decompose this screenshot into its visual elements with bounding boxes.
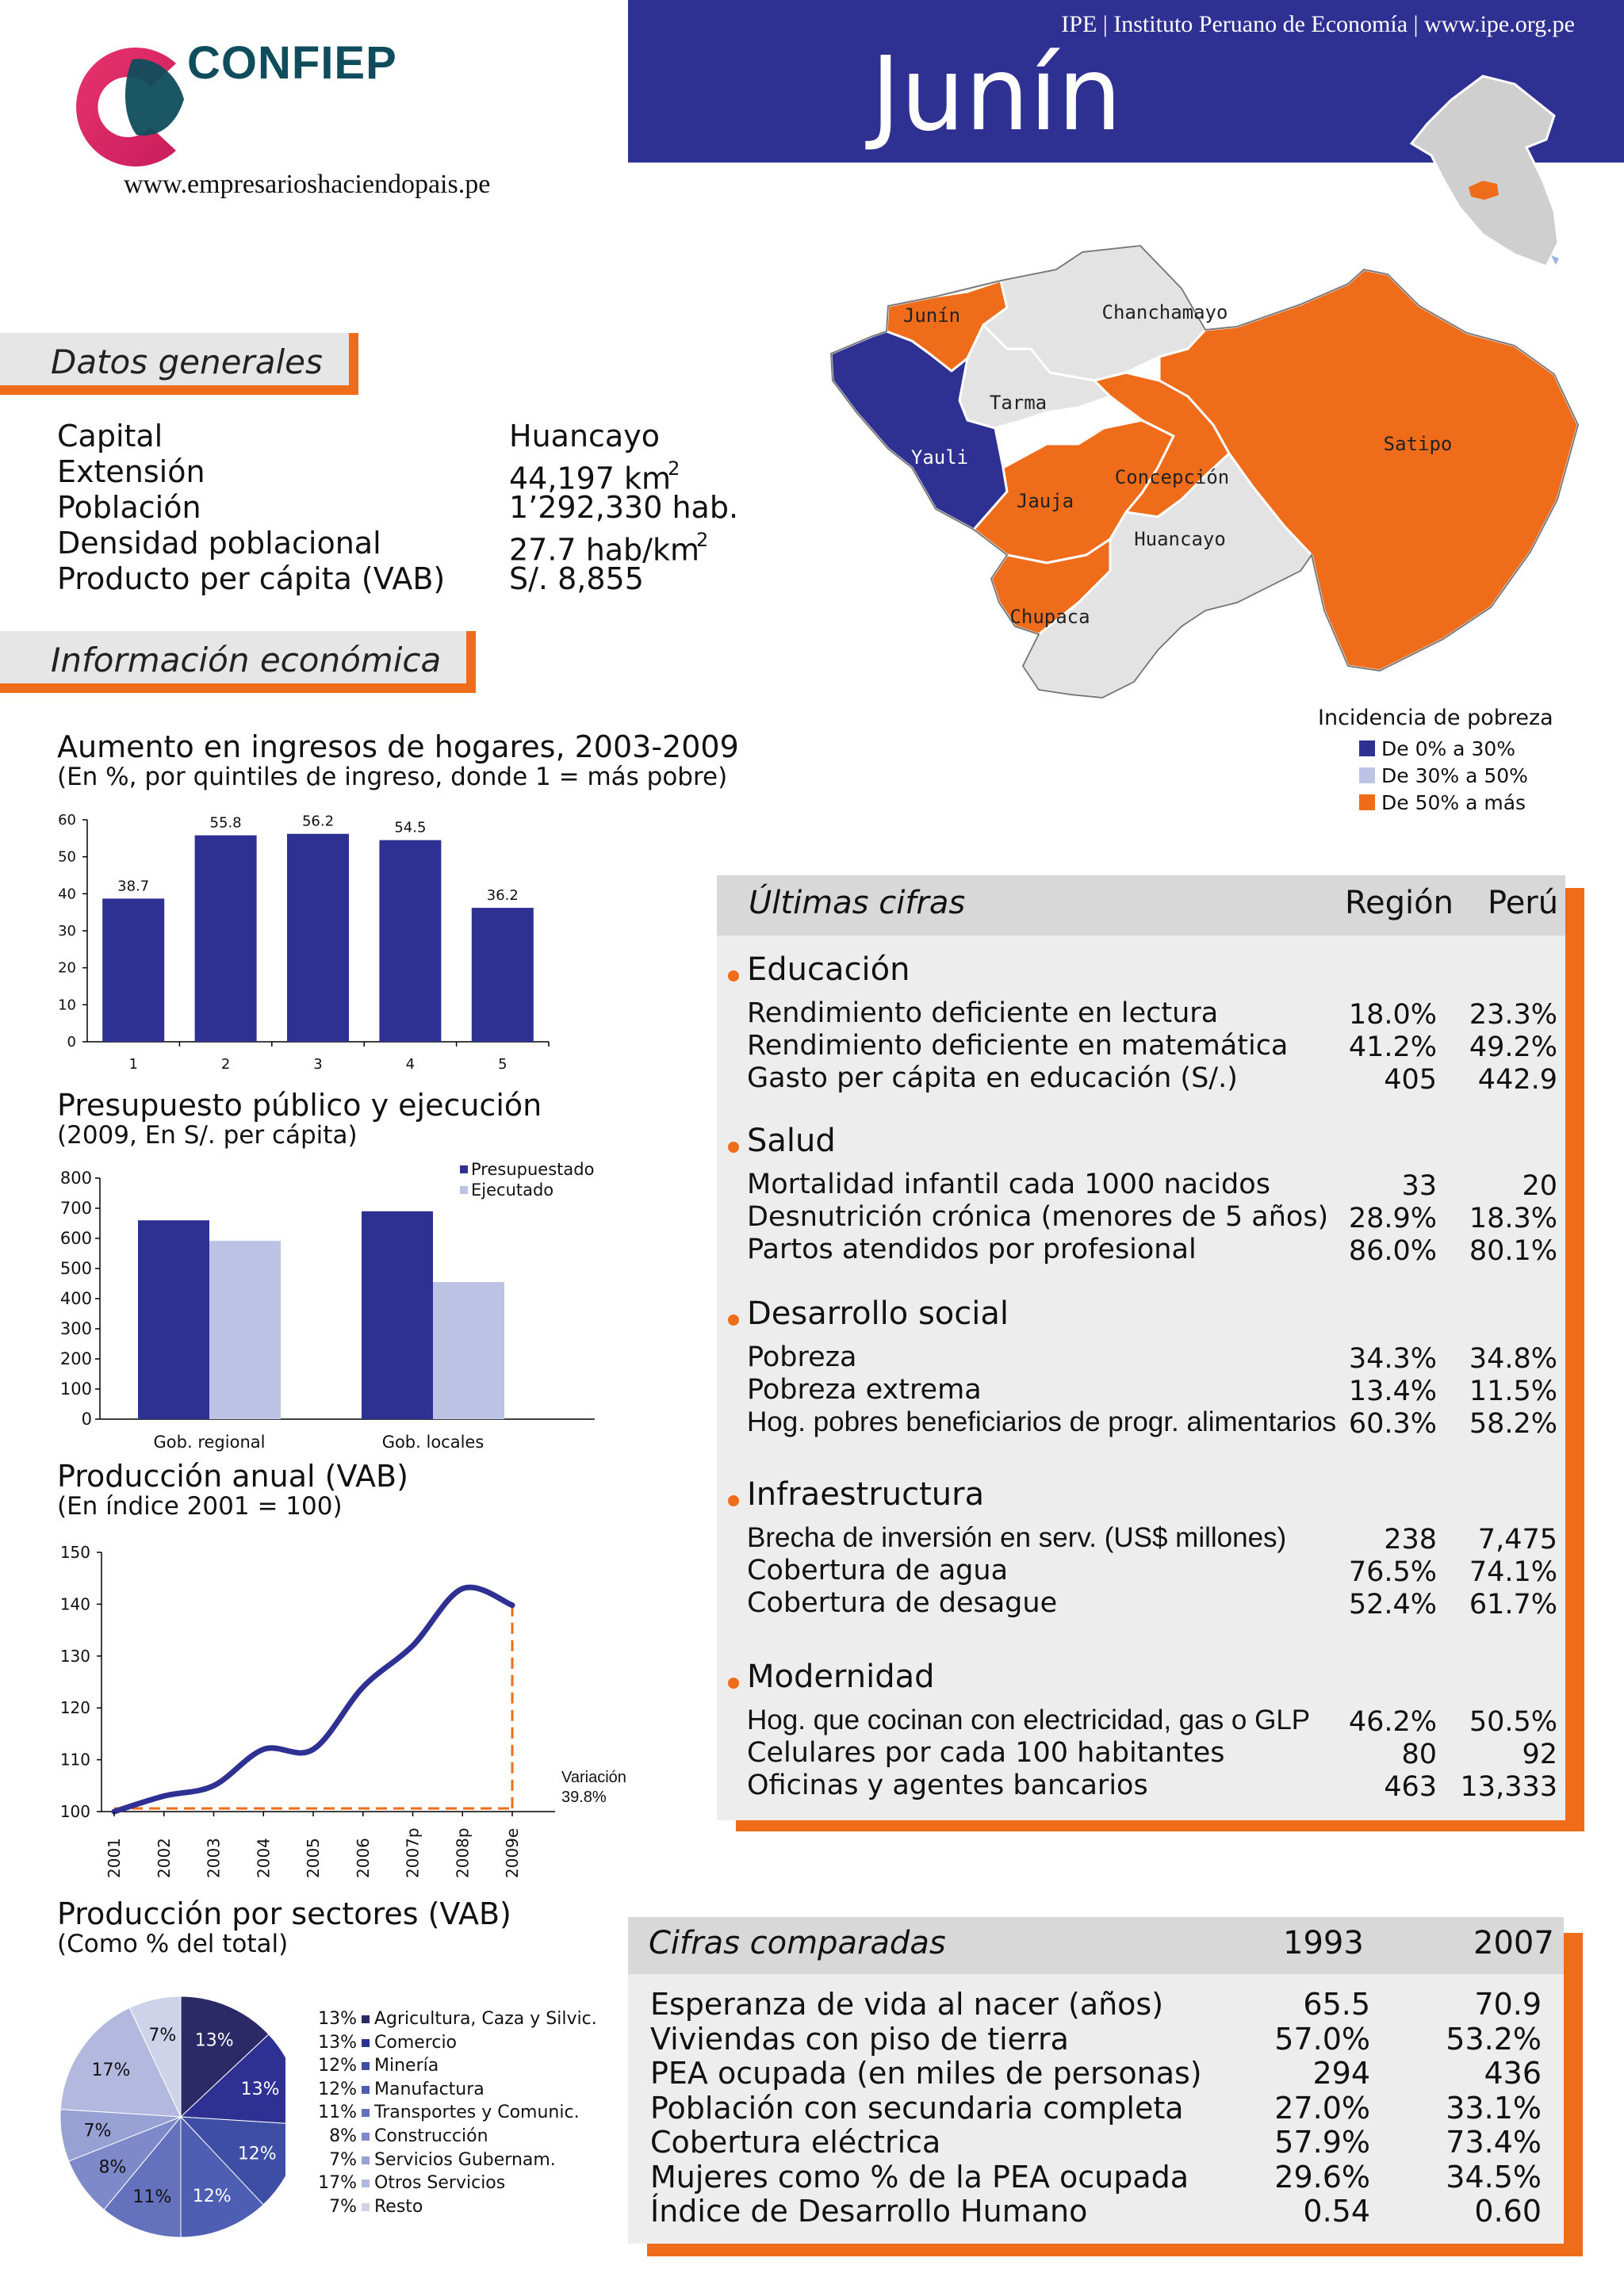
col-2007-header: 2007 bbox=[1473, 1925, 1554, 1961]
bar-data-label: 56.2 bbox=[301, 813, 335, 830]
category-bullet-icon bbox=[728, 1495, 739, 1506]
province-label: Satipo bbox=[1383, 433, 1453, 455]
indicator-region: 463 bbox=[1384, 1771, 1437, 1803]
y-tick-label: 40 bbox=[58, 886, 76, 903]
indicator-region: 76.5% bbox=[1348, 1556, 1437, 1588]
pie-slice-label: 7% bbox=[148, 2026, 177, 2046]
pie-legend-row bbox=[309, 2080, 642, 2103]
income-growth-chart bbox=[48, 801, 571, 1086]
indicator-label: Hog. pobres beneficiarios de progr. alimentarios bbox=[747, 1406, 1337, 1437]
datos-label: Densidad poblacional bbox=[57, 526, 381, 561]
map-legend-label: De 0% a 30% bbox=[1381, 737, 1516, 760]
province-label: Tarma bbox=[989, 392, 1048, 414]
datos-value: 1’292,330 hab. bbox=[509, 490, 739, 525]
info-economica-title: Información económica bbox=[51, 641, 442, 679]
region-title: Junín bbox=[871, 36, 1122, 154]
y-tick-label: 20 bbox=[58, 959, 76, 977]
pie-legend-pct: 7% bbox=[329, 2149, 357, 2170]
datos-generales-header bbox=[0, 333, 358, 395]
indicator-peru: 11.5% bbox=[1469, 1376, 1557, 1407]
pie-legend-row bbox=[309, 2009, 642, 2033]
y-tick-label: 120 bbox=[59, 1698, 90, 1718]
pie-legend-row bbox=[309, 2126, 642, 2150]
pie-slice-label: 12% bbox=[192, 2186, 232, 2206]
province-label: Chanchamayo bbox=[1101, 301, 1228, 323]
category-title: Desarrollo social bbox=[747, 1295, 1009, 1332]
datos-row bbox=[57, 561, 771, 597]
indicator-region: 238 bbox=[1384, 1524, 1437, 1556]
ipe-line: IPE | Instituto Peruano de Economía | www.ipe.org.pe bbox=[1061, 11, 1575, 37]
map-legend-label: De 30% a 50% bbox=[1381, 764, 1528, 787]
comparison-label: Esperanza de vida al nacer (años) bbox=[650, 1987, 1164, 2022]
category-bullet-icon bbox=[728, 1142, 739, 1153]
pie-legend-swatch bbox=[362, 2179, 370, 2187]
chart1-subtitle: (En %, por quintiles de ingreso, donde 1 = más pobre) bbox=[57, 763, 728, 791]
pie-slice-label: 13% bbox=[240, 2079, 280, 2099]
y-tick-label: 700 bbox=[59, 1199, 92, 1218]
ultimas-cifras-title: Últimas cifras bbox=[749, 885, 966, 921]
y-tick-label: 110 bbox=[59, 1750, 90, 1770]
datos-row bbox=[57, 526, 771, 568]
pie-legend-pct: 7% bbox=[329, 2196, 357, 2217]
comparison-label: Cobertura eléctrica bbox=[650, 2125, 941, 2160]
y-tick-label: 60 bbox=[58, 812, 76, 828]
col-peru-header: Perú bbox=[1488, 885, 1559, 921]
indicator-label: Desnutrición crónica (menores de 5 años) bbox=[747, 1201, 1329, 1233]
comparison-1993: 29.6% bbox=[1274, 2159, 1370, 2195]
comparison-2007: 436 bbox=[1484, 2056, 1542, 2091]
indicator-region: 405 bbox=[1384, 1064, 1437, 1096]
x-tick-label: 3 bbox=[313, 1056, 323, 1073]
chart2-title: Presupuesto público y ejecución bbox=[57, 1088, 542, 1123]
comparison-row bbox=[628, 1987, 1564, 2021]
confiep-logo bbox=[57, 32, 192, 166]
indicator-region: 41.2% bbox=[1348, 1031, 1437, 1063]
y-tick-label: 400 bbox=[59, 1289, 92, 1308]
chart3-title: Producción anual (VAB) bbox=[57, 1459, 408, 1494]
datos-label: Extensión bbox=[57, 454, 205, 489]
datos-value: Huancayo bbox=[509, 419, 660, 453]
pie-slice-label: 7% bbox=[83, 2121, 112, 2141]
indicator-label: Cobertura de agua bbox=[747, 1555, 1009, 1586]
x-tick-label: 2006 bbox=[353, 1838, 373, 1878]
bar-presupuestado-1 bbox=[362, 1211, 433, 1419]
pie-legend-pct: 12% bbox=[318, 2079, 357, 2099]
indicator-peru: 18.3% bbox=[1469, 1203, 1557, 1234]
comparison-2007: 33.1% bbox=[1446, 2090, 1542, 2126]
datos-row bbox=[57, 454, 771, 496]
x-tick-label: 5 bbox=[498, 1056, 508, 1073]
datos-label: Producto per cápita (VAB) bbox=[57, 561, 446, 596]
col-1993-header: 1993 bbox=[1283, 1925, 1364, 1961]
datos-label: Capital bbox=[57, 419, 163, 453]
x-tick-label: 2002 bbox=[154, 1838, 174, 1878]
pie-legend-row bbox=[309, 2103, 642, 2126]
indicator-region: 33 bbox=[1401, 1170, 1437, 1202]
datos-value-sup: 2 bbox=[696, 529, 709, 551]
province-label: Yauli bbox=[910, 446, 969, 469]
y-tick-label: 0 bbox=[81, 1410, 92, 1429]
datos-row bbox=[57, 490, 771, 526]
x-tick-label: 2005 bbox=[304, 1838, 323, 1878]
pie-legend-name: Transportes y Comunic. bbox=[374, 2103, 580, 2123]
pie-legend-row bbox=[309, 2056, 642, 2080]
comparison-2007: 73.4% bbox=[1446, 2125, 1542, 2160]
indicator-label: Gasto per cápita en educación (S/.) bbox=[747, 1062, 1238, 1094]
bar-q2 bbox=[195, 836, 257, 1042]
comparison-1993: 57.9% bbox=[1274, 2125, 1370, 2160]
y-tick-label: 50 bbox=[58, 848, 76, 866]
category-title: Modernidad bbox=[747, 1659, 935, 1695]
indicator-label: Cobertura de desague bbox=[747, 1587, 1058, 1619]
category-title: Salud bbox=[747, 1123, 836, 1159]
category-bullet-icon bbox=[728, 1678, 739, 1689]
pie-slice-label: 11% bbox=[132, 2187, 172, 2208]
pie-legend-row bbox=[309, 2150, 642, 2174]
pie-slice-label: 17% bbox=[91, 2061, 131, 2081]
org-name: CONFIEP bbox=[187, 37, 397, 89]
bar-data-label: 36.2 bbox=[486, 887, 519, 905]
indicator-peru: 74.1% bbox=[1469, 1556, 1557, 1588]
indicator-peru: 80.1% bbox=[1469, 1235, 1557, 1267]
pie-legend-swatch bbox=[362, 2015, 370, 2023]
category-title: Educación bbox=[747, 951, 910, 988]
pie-legend-swatch bbox=[362, 2156, 370, 2164]
production-index-chart bbox=[48, 1538, 650, 1887]
website-link[interactable]: www.empresarioshaciendopais.pe bbox=[124, 170, 491, 199]
comparison-1993: 27.0% bbox=[1274, 2090, 1370, 2126]
indicator-region: 46.2% bbox=[1348, 1706, 1437, 1738]
comparison-1993: 0.54 bbox=[1303, 2194, 1370, 2229]
indicator-peru: 442.9 bbox=[1477, 1064, 1557, 1096]
datos-row bbox=[57, 419, 771, 454]
variation-value: 39.8% bbox=[561, 1789, 607, 1806]
indicator-region: 86.0% bbox=[1348, 1235, 1437, 1267]
comparison-label: PEA ocupada (en miles de personas) bbox=[650, 2056, 1202, 2091]
y-tick-label: 30 bbox=[58, 923, 76, 939]
bar-data-label: 54.5 bbox=[394, 819, 427, 836]
comparison-label: Mujeres como % de la PEA ocupada bbox=[650, 2159, 1189, 2195]
datos-value: S/. 8,855 bbox=[509, 561, 644, 596]
province-label: Chupaca bbox=[1009, 606, 1090, 628]
category-bullet-icon bbox=[728, 970, 739, 982]
y-tick-label: 300 bbox=[59, 1319, 92, 1338]
x-tick-label: 2001 bbox=[105, 1838, 124, 1878]
category-block bbox=[717, 1294, 1565, 1468]
comparison-row bbox=[628, 2056, 1564, 2090]
comparison-2007: 34.5% bbox=[1446, 2159, 1542, 2195]
chart3-subtitle: (En índice 2001 = 100) bbox=[57, 1492, 343, 1521]
pie-legend-name: Comercio bbox=[374, 2032, 458, 2053]
indicator-label: Rendimiento deficiente en matemática bbox=[747, 1030, 1289, 1062]
pie-legend-name: Otros Servicios bbox=[374, 2173, 506, 2194]
comparison-1993: 294 bbox=[1312, 2056, 1370, 2091]
category-block bbox=[717, 1657, 1565, 1831]
indicator-label: Celulares por cada 100 habitantes bbox=[747, 1737, 1225, 1769]
pie-legend-swatch bbox=[362, 2109, 370, 2117]
y-tick-label: 130 bbox=[59, 1646, 90, 1666]
y-tick-label: 0 bbox=[67, 1034, 76, 1050]
comparison-label: Índice de Desarrollo Humano bbox=[650, 2194, 1088, 2229]
x-tick-label: 4 bbox=[405, 1056, 416, 1073]
datos-label: Población bbox=[57, 490, 201, 525]
province-label: Concepción bbox=[1114, 466, 1230, 488]
chart4-title: Producción por sectores (VAB) bbox=[57, 1896, 511, 1931]
indicator-label: Pobreza bbox=[747, 1341, 857, 1373]
cifras-comparadas-title: Cifras comparadas bbox=[649, 1925, 946, 1961]
indicator-region: 28.9% bbox=[1348, 1203, 1437, 1234]
indicator-peru: 7,475 bbox=[1477, 1524, 1557, 1556]
x-tick-label: Gob. regional bbox=[153, 1433, 266, 1452]
comparison-label: Población con secundaria completa bbox=[650, 2090, 1184, 2126]
x-tick-label: 2007p bbox=[403, 1827, 423, 1878]
info-economica-header bbox=[0, 631, 476, 693]
map-legend-swatch bbox=[1359, 767, 1375, 783]
x-tick-label: 2009e bbox=[503, 1827, 522, 1878]
comparison-row bbox=[628, 2194, 1564, 2228]
comparison-row bbox=[628, 2125, 1564, 2159]
y-tick-label: 100 bbox=[59, 1380, 92, 1399]
pie-slice-label: 13% bbox=[194, 2030, 234, 2051]
pie-legend-pct: 13% bbox=[318, 2009, 357, 2029]
sector-pie-chart bbox=[48, 1982, 285, 2244]
bar-presupuestado-0 bbox=[138, 1220, 209, 1419]
y-tick-label: 800 bbox=[59, 1169, 92, 1188]
indicator-peru: 92 bbox=[1522, 1739, 1557, 1770]
y-tick-label: 140 bbox=[59, 1594, 90, 1614]
indicator-label: Mortalidad infantil cada 1000 nacidos bbox=[747, 1169, 1270, 1200]
datos-value: 27.7 hab/$km^2$ bbox=[509, 529, 709, 568]
indicator-peru: 50.5% bbox=[1469, 1706, 1557, 1738]
x-tick-label: 1 bbox=[128, 1056, 138, 1073]
legend-swatch bbox=[460, 1165, 468, 1173]
comparison-row bbox=[628, 2160, 1564, 2194]
indicator-peru: 13,333 bbox=[1460, 1771, 1557, 1803]
comparison-1993: 65.5 bbox=[1303, 1987, 1370, 2022]
legend-swatch bbox=[460, 1186, 468, 1194]
pie-legend-pct: 17% bbox=[318, 2173, 357, 2194]
comparison-row bbox=[628, 2022, 1564, 2056]
pie-legend-swatch bbox=[362, 2086, 370, 2094]
province-label: Junín bbox=[902, 304, 961, 327]
category-bullet-icon bbox=[728, 1314, 739, 1326]
x-tick-label: 2004 bbox=[254, 1838, 274, 1878]
comparison-2007: 53.2% bbox=[1446, 2021, 1542, 2057]
chart4-subtitle: (Como % del total) bbox=[57, 1930, 289, 1958]
indicator-peru: 61.7% bbox=[1469, 1589, 1557, 1621]
pie-legend-row bbox=[309, 2173, 642, 2197]
y-tick-label: 200 bbox=[59, 1349, 92, 1368]
indicator-region: 13.4% bbox=[1348, 1376, 1437, 1407]
pie-legend-name: Manufactura bbox=[374, 2079, 485, 2099]
production-index-line bbox=[114, 1587, 512, 1812]
comparison-label: Viviendas con piso de tierra bbox=[650, 2021, 1069, 2057]
pie-legend-name: Construcción bbox=[374, 2126, 488, 2146]
bar-data-label: 38.7 bbox=[117, 878, 150, 895]
category-block bbox=[717, 1121, 1565, 1295]
y-tick-label: 500 bbox=[59, 1259, 92, 1278]
pie-legend-swatch bbox=[362, 2062, 370, 2070]
pie-legend-pct: 13% bbox=[318, 2032, 357, 2053]
bar-q1 bbox=[102, 898, 164, 1042]
map-legend-title: Incidencia de pobreza bbox=[1318, 706, 1553, 730]
logo-mark-icon bbox=[57, 32, 192, 166]
pie-legend-row bbox=[309, 2197, 642, 2221]
x-tick-label: Gob. locales bbox=[381, 1433, 485, 1452]
map-legend-swatch bbox=[1359, 740, 1375, 756]
legend-label: Presupuestado bbox=[471, 1160, 595, 1179]
x-tick-label: 2008p bbox=[453, 1827, 473, 1878]
legend-label: Ejecutado bbox=[471, 1181, 554, 1200]
pie-slice-label: 12% bbox=[237, 2144, 277, 2164]
junin-province-map bbox=[809, 238, 1594, 714]
indicator-label: Brecha de inversión en serv. (US$ millones) bbox=[747, 1522, 1287, 1553]
col-region-header: Región bbox=[1345, 885, 1454, 921]
indicator-peru: 20 bbox=[1522, 1170, 1557, 1202]
pie-legend-name: Servicios Gubernam. bbox=[374, 2149, 556, 2170]
pie-legend-swatch bbox=[362, 2203, 370, 2211]
pie-legend-name: Agricultura, Caza y Silvic. bbox=[374, 2009, 597, 2029]
indicator-peru: 49.2% bbox=[1469, 1031, 1557, 1063]
pie-legend-swatch bbox=[362, 2039, 370, 2047]
comparison-2007: 70.9 bbox=[1474, 1987, 1542, 2022]
comparison-1993: 57.0% bbox=[1274, 2021, 1370, 2057]
comparison-2007: 0.60 bbox=[1474, 2194, 1542, 2229]
indicator-peru: 23.3% bbox=[1469, 999, 1557, 1031]
indicator-region: 80 bbox=[1401, 1739, 1437, 1770]
pie-legend-row bbox=[309, 2033, 642, 2057]
datos-value: 44,197 $km^2$ bbox=[509, 457, 680, 496]
bar-ejecutado-0 bbox=[209, 1241, 281, 1419]
pie-legend-pct: 11% bbox=[318, 2103, 357, 2123]
budget-chart bbox=[48, 1158, 650, 1459]
y-tick-label: 150 bbox=[59, 1543, 90, 1562]
map-legend-label: De 50% a más bbox=[1381, 791, 1526, 814]
pie-legend-pct: 8% bbox=[329, 2126, 357, 2146]
pie-legend-swatch bbox=[362, 2133, 370, 2141]
category-block bbox=[717, 950, 1565, 1124]
indicator-label: Rendimiento deficiente en lectura bbox=[747, 997, 1219, 1029]
bar-q3 bbox=[287, 834, 349, 1042]
indicator-peru: 58.2% bbox=[1469, 1408, 1557, 1440]
pie-legend-name: Minería bbox=[374, 2056, 439, 2076]
datos-value-sup: 2 bbox=[668, 457, 680, 480]
indicator-region: 52.4% bbox=[1348, 1589, 1437, 1621]
y-tick-label: 100 bbox=[59, 1802, 90, 1821]
indicator-label: Oficinas y agentes bancarios bbox=[747, 1770, 1148, 1801]
category-title: Infraestructura bbox=[747, 1476, 985, 1513]
indicator-label: Pobreza extrema bbox=[747, 1374, 982, 1406]
x-tick-label: 2 bbox=[220, 1056, 231, 1073]
map-legend-swatch bbox=[1359, 794, 1375, 810]
pie-slice-label: 8% bbox=[98, 2157, 127, 2178]
province-label: Jauja bbox=[1016, 490, 1074, 512]
chart1-title: Aumento en ingresos de hogares, 2003-2009 bbox=[57, 729, 739, 764]
bar-data-label: 55.8 bbox=[209, 814, 242, 832]
datos-generales-table bbox=[57, 419, 771, 597]
y-tick-label: 10 bbox=[58, 997, 76, 1014]
bar-q5 bbox=[472, 908, 534, 1042]
indicator-label: Partos atendidos por profesional bbox=[747, 1234, 1197, 1265]
bar-ejecutado-1 bbox=[433, 1282, 504, 1419]
chart2-subtitle: (2009, En S/. per cápita) bbox=[57, 1121, 358, 1150]
x-tick-label: 2003 bbox=[204, 1838, 224, 1878]
sector-pie-legend bbox=[309, 2009, 642, 2220]
indicator-label: Hog. que cocinan con electricidad, gas o GLP bbox=[747, 1705, 1311, 1735]
indicator-region: 34.3% bbox=[1348, 1343, 1437, 1375]
datos-generales-title: Datos generales bbox=[51, 342, 323, 381]
indicator-peru: 34.8% bbox=[1469, 1343, 1557, 1375]
bar-q4 bbox=[379, 840, 441, 1042]
category-block bbox=[717, 1475, 1565, 1649]
indicator-region: 60.3% bbox=[1348, 1408, 1437, 1440]
pie-legend-name: Resto bbox=[374, 2196, 423, 2217]
indicator-region: 18.0% bbox=[1348, 999, 1437, 1031]
province-label: Huancayo bbox=[1134, 528, 1226, 550]
variation-label: Variación bbox=[561, 1769, 626, 1786]
y-tick-label: 600 bbox=[59, 1229, 92, 1248]
pie-legend-pct: 12% bbox=[318, 2056, 357, 2076]
comparison-row bbox=[628, 2091, 1564, 2125]
